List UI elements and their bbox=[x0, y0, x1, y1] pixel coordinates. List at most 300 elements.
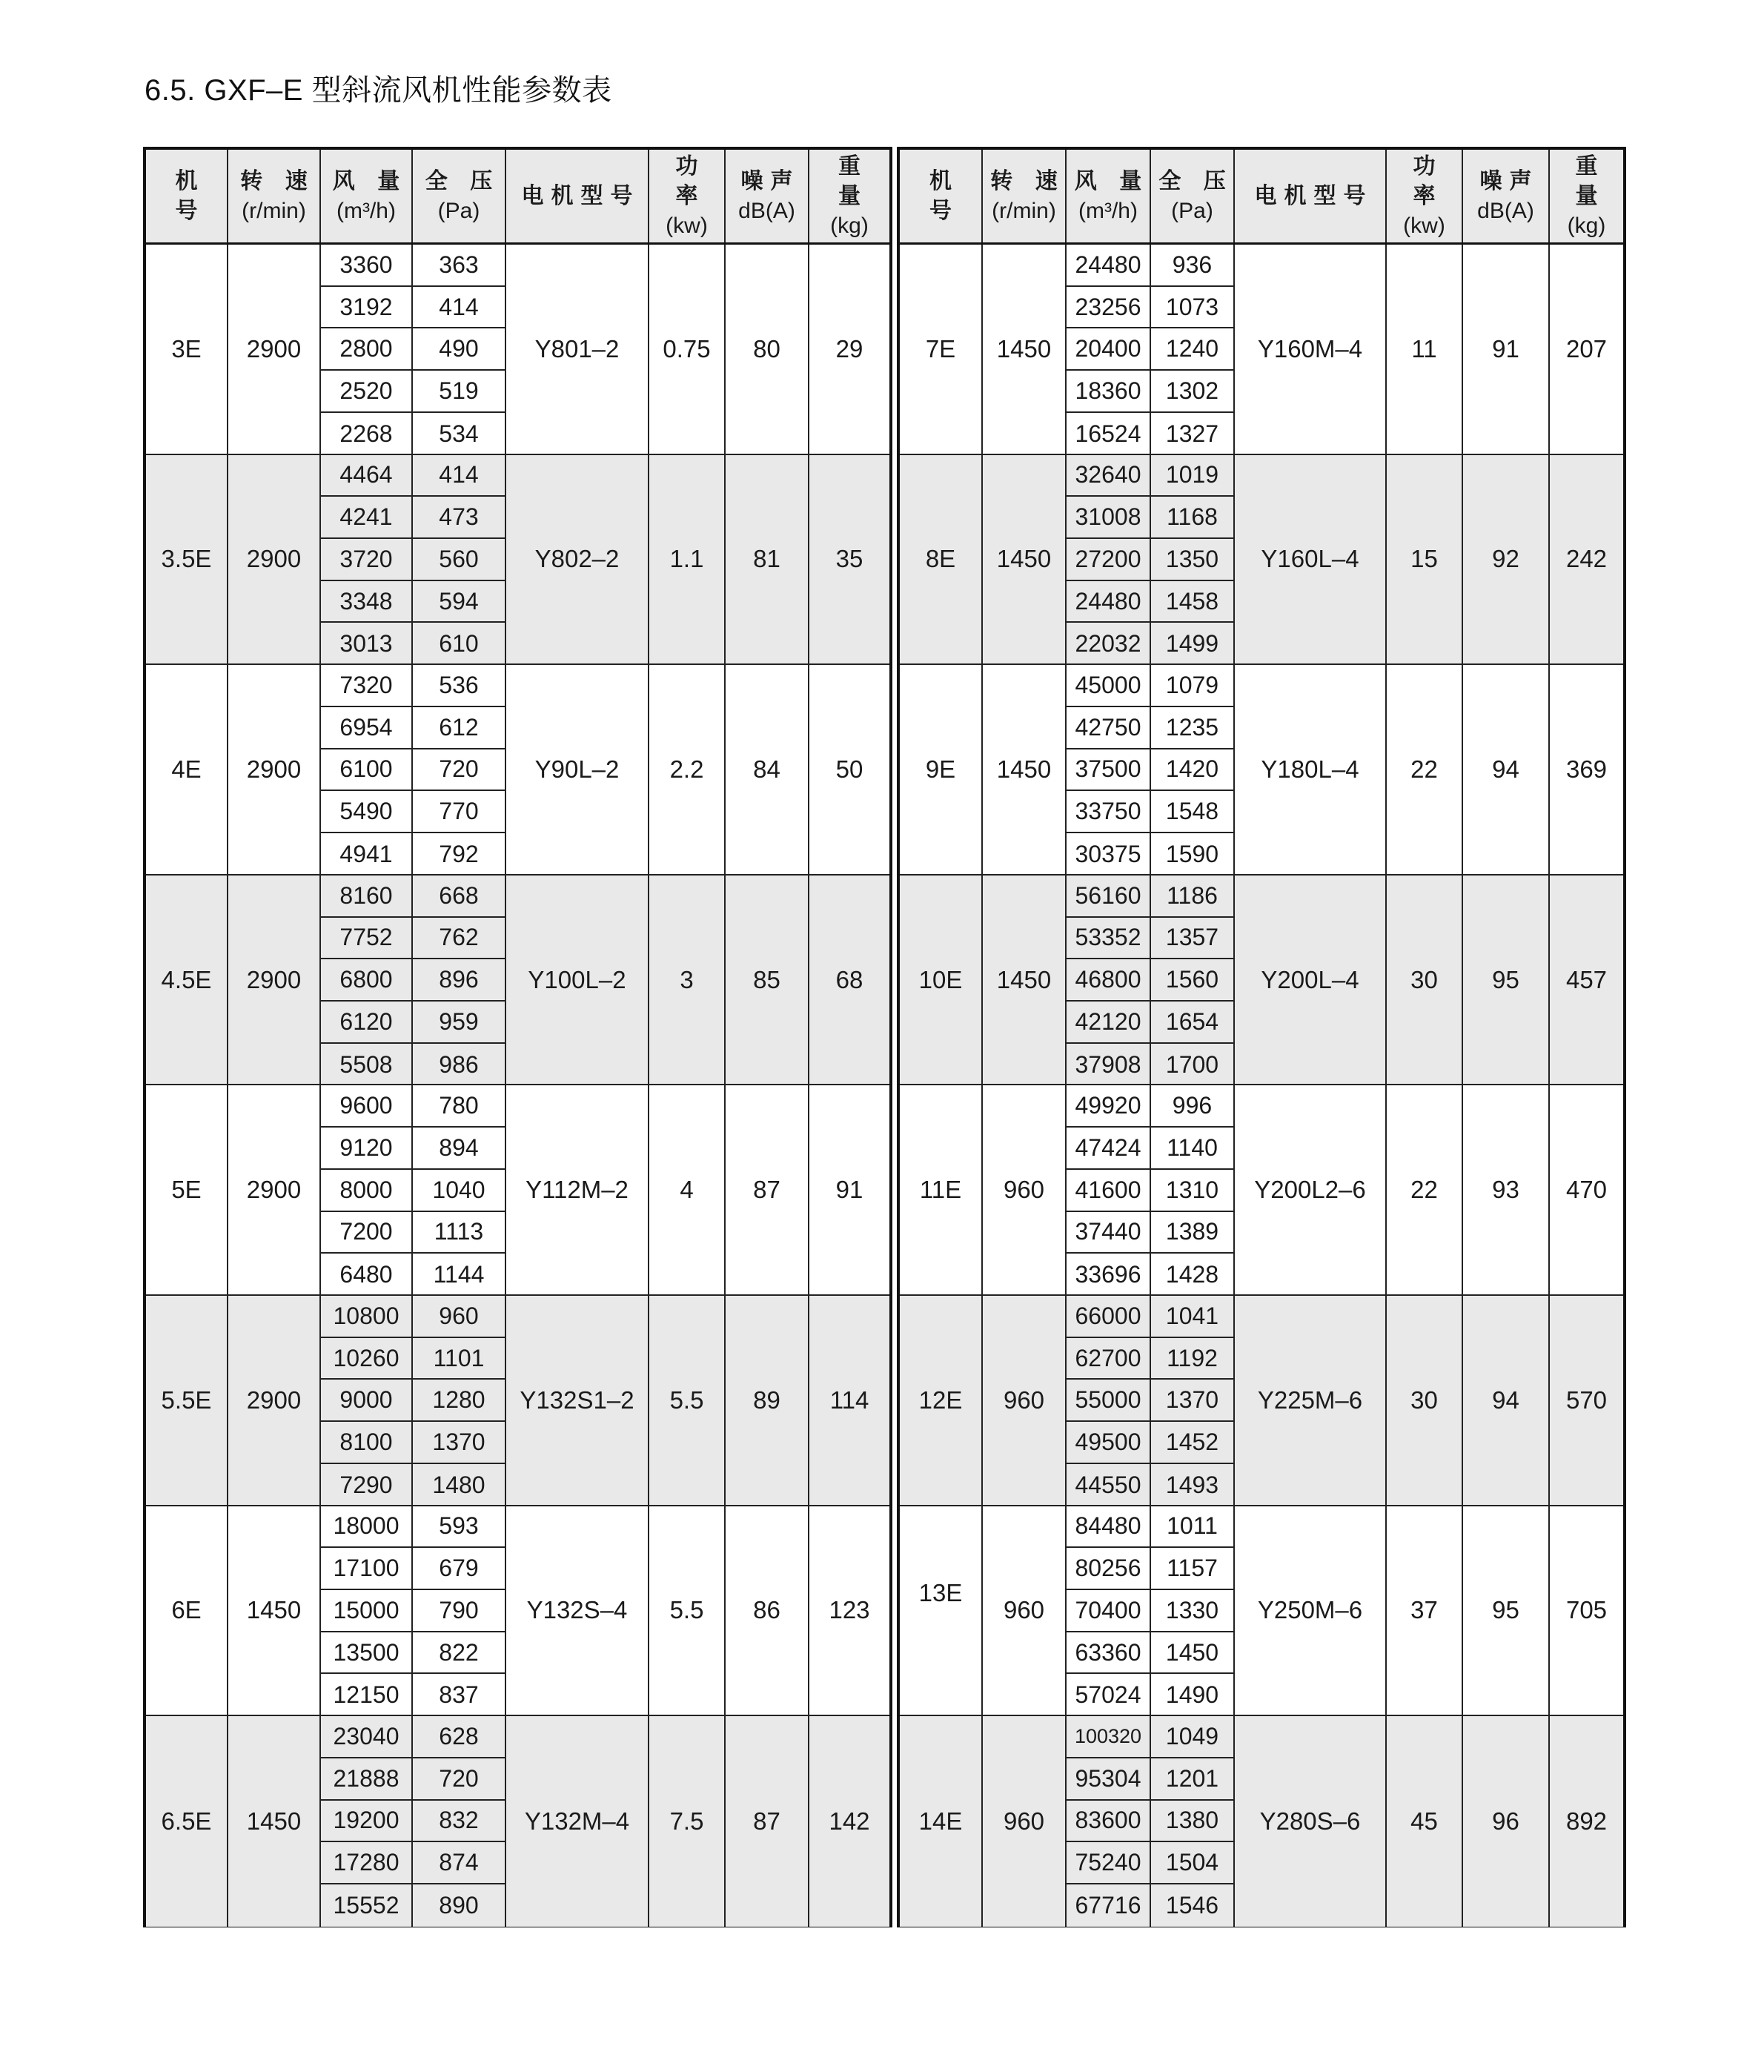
cell-motor-model bbox=[506, 1085, 649, 1294]
fan-number-value: 5.5E bbox=[161, 1386, 212, 1414]
air-flow-value: 19200 bbox=[321, 1801, 411, 1843]
total-pressure-value: 1302 bbox=[1151, 371, 1233, 413]
total-pressure-value: 1327 bbox=[1165, 420, 1219, 447]
fan-row-group bbox=[900, 1716, 1623, 1927]
air-flow-value: 33696 bbox=[1075, 1261, 1141, 1288]
cell-weight bbox=[809, 876, 889, 1085]
total-pressure-value: 822 bbox=[413, 1632, 505, 1675]
cell-motor-model bbox=[506, 1716, 649, 1927]
total-pressure-value: 1280 bbox=[413, 1380, 505, 1422]
air-flow-value: 83600 bbox=[1067, 1801, 1150, 1843]
speed-value: 1450 bbox=[246, 1596, 302, 1624]
air-flow-value: 7320 bbox=[321, 665, 411, 707]
noise-value: 87 bbox=[753, 1807, 780, 1835]
header-power bbox=[649, 150, 726, 242]
speed-value: 2900 bbox=[246, 965, 302, 993]
cell-noise bbox=[1463, 455, 1550, 664]
air-flow-value: 9120 bbox=[321, 1128, 411, 1170]
total-pressure-value: 790 bbox=[413, 1590, 505, 1632]
power-value: 3 bbox=[680, 965, 694, 993]
total-pressure-value: 1011 bbox=[1151, 1506, 1233, 1549]
cell-total-pressure bbox=[413, 665, 506, 874]
motor-model-value: Y225M–6 bbox=[1257, 1386, 1363, 1414]
power-value: 30 bbox=[1410, 965, 1438, 993]
weight-value: 470 bbox=[1565, 1176, 1608, 1204]
power-value: 22 bbox=[1410, 1176, 1438, 1204]
cell-total-pressure bbox=[413, 455, 506, 664]
cell-speed bbox=[228, 1506, 321, 1715]
cell-motor-model bbox=[1235, 665, 1387, 874]
header-noise bbox=[726, 150, 809, 242]
cell-motor-model bbox=[506, 1296, 649, 1505]
speed-value: 960 bbox=[1003, 1807, 1045, 1835]
fan-row-group bbox=[146, 1085, 889, 1296]
cell-noise bbox=[726, 1085, 809, 1294]
fan-number-value: 13E bbox=[918, 1578, 963, 1606]
power-value: 45 bbox=[1410, 1807, 1438, 1835]
cell-fan-number bbox=[900, 1506, 983, 1715]
total-pressure-value: 1186 bbox=[1151, 876, 1233, 918]
cell-speed bbox=[228, 876, 321, 1085]
motor-model-value: Y802–2 bbox=[534, 545, 620, 573]
cell-noise bbox=[1463, 665, 1550, 874]
cell-power bbox=[649, 455, 726, 664]
total-pressure-value: 894 bbox=[413, 1128, 505, 1170]
cell-total-pressure bbox=[1151, 1085, 1235, 1294]
fan-number-value: 8E bbox=[925, 545, 956, 573]
cell-air-flow bbox=[1067, 1296, 1151, 1505]
total-pressure-value: 1380 bbox=[1151, 1801, 1233, 1843]
cell-power bbox=[649, 876, 726, 1085]
noise-value: 89 bbox=[753, 1386, 780, 1414]
total-pressure-value: 1357 bbox=[1151, 918, 1233, 960]
cell-air-flow bbox=[321, 665, 413, 874]
weight-value: 29 bbox=[835, 334, 863, 363]
speed-value: 2900 bbox=[246, 1176, 302, 1204]
speed-value: 1450 bbox=[246, 1807, 302, 1835]
total-pressure-value: 890 bbox=[439, 1891, 479, 1919]
air-flow-value: 33750 bbox=[1067, 791, 1150, 833]
cell-fan-number bbox=[146, 455, 228, 664]
cell-air-flow bbox=[1067, 876, 1151, 1085]
air-flow-value: 9600 bbox=[321, 1085, 411, 1128]
motor-model-value: Y200L–4 bbox=[1261, 965, 1359, 993]
cell-noise bbox=[1463, 1716, 1550, 1927]
header-unit: (m³/h) bbox=[1078, 198, 1138, 223]
total-pressure-value: 762 bbox=[413, 918, 505, 960]
air-flow-value: 4464 bbox=[321, 455, 411, 497]
total-pressure-value: 874 bbox=[413, 1842, 505, 1884]
cell-air-flow bbox=[1067, 245, 1151, 454]
cell-noise bbox=[1463, 1296, 1550, 1505]
air-flow-value: 6480 bbox=[339, 1261, 393, 1288]
fan-row-group bbox=[146, 245, 889, 455]
cell-weight bbox=[1550, 1506, 1623, 1715]
total-pressure-value: 837 bbox=[439, 1681, 479, 1709]
total-pressure-value: 996 bbox=[1151, 1085, 1233, 1128]
total-pressure-value: 1450 bbox=[1151, 1632, 1233, 1675]
total-pressure-value: 936 bbox=[1151, 245, 1233, 287]
total-pressure-value: 1140 bbox=[1151, 1128, 1233, 1170]
air-flow-value: 6100 bbox=[321, 749, 411, 792]
cell-fan-number bbox=[900, 665, 983, 874]
cell-motor-model bbox=[1235, 455, 1387, 664]
total-pressure-value: 1192 bbox=[1151, 1338, 1233, 1380]
cell-power bbox=[1387, 245, 1463, 454]
header-speed bbox=[983, 150, 1067, 242]
total-pressure-value: 560 bbox=[413, 539, 505, 581]
total-pressure-value: 594 bbox=[413, 581, 505, 623]
cell-weight bbox=[809, 1506, 889, 1715]
cell-air-flow bbox=[1067, 665, 1151, 874]
cell-motor-model bbox=[1235, 1296, 1387, 1505]
air-flow-value: 55000 bbox=[1067, 1380, 1150, 1422]
cell-power bbox=[649, 245, 726, 454]
fan-number-value: 4E bbox=[171, 755, 202, 783]
cell-power bbox=[649, 665, 726, 874]
total-pressure-value: 1330 bbox=[1151, 1590, 1233, 1632]
cell-total-pressure bbox=[1151, 1506, 1235, 1715]
cell-weight bbox=[809, 1085, 889, 1294]
total-pressure-value: 1310 bbox=[1151, 1170, 1233, 1212]
header-unit: (kw) bbox=[666, 213, 708, 238]
power-value: 5.5 bbox=[669, 1596, 704, 1624]
fan-row-group bbox=[900, 245, 1623, 455]
fan-number-value: 10E bbox=[918, 965, 963, 993]
weight-value: 91 bbox=[835, 1176, 863, 1204]
header-label: 重 量 bbox=[838, 153, 868, 209]
total-pressure-value: 832 bbox=[413, 1801, 505, 1843]
total-pressure-value: 1144 bbox=[433, 1261, 485, 1288]
header-label: 全 压 bbox=[1158, 168, 1233, 194]
air-flow-value: 24480 bbox=[1067, 245, 1150, 287]
total-pressure-value: 1019 bbox=[1151, 455, 1233, 497]
total-pressure-value: 1201 bbox=[1151, 1758, 1233, 1801]
fan-row-group bbox=[900, 876, 1623, 1086]
air-flow-value: 3348 bbox=[321, 581, 411, 623]
cell-weight bbox=[1550, 876, 1623, 1085]
cell-total-pressure bbox=[1151, 876, 1235, 1085]
total-pressure-value: 770 bbox=[413, 791, 505, 833]
motor-model-value: Y132S–4 bbox=[526, 1596, 628, 1624]
air-flow-value: 2268 bbox=[339, 420, 393, 447]
air-flow-value: 18000 bbox=[321, 1506, 411, 1549]
cell-total-pressure bbox=[1151, 455, 1235, 664]
air-flow-value: 95304 bbox=[1067, 1758, 1150, 1801]
air-flow-value: 3013 bbox=[339, 630, 393, 658]
cell-weight bbox=[809, 665, 889, 874]
total-pressure-value: 1452 bbox=[1151, 1422, 1233, 1464]
air-flow-value: 7290 bbox=[339, 1471, 393, 1498]
total-pressure-value: 1370 bbox=[413, 1422, 505, 1464]
weight-value: 68 bbox=[835, 965, 863, 993]
power-value: 11 bbox=[1411, 334, 1437, 363]
air-flow-value: 21888 bbox=[321, 1758, 411, 1801]
cell-speed bbox=[983, 1085, 1067, 1294]
fan-row-group bbox=[900, 1085, 1623, 1296]
cell-motor-model bbox=[1235, 1716, 1387, 1927]
speed-value: 2900 bbox=[246, 755, 302, 783]
cell-air-flow bbox=[321, 1085, 413, 1294]
fan-number-value: 3E bbox=[171, 334, 202, 363]
cell-fan-number bbox=[900, 1716, 983, 1927]
cell-weight bbox=[1550, 245, 1623, 454]
air-flow-value: 37908 bbox=[1075, 1050, 1141, 1078]
cell-noise bbox=[1463, 245, 1550, 454]
header-unit: dB(A) bbox=[1477, 198, 1534, 223]
weight-value: 369 bbox=[1565, 755, 1608, 783]
air-flow-value: 17280 bbox=[321, 1842, 411, 1884]
cell-power bbox=[1387, 1506, 1463, 1715]
header-unit: (r/min) bbox=[242, 198, 306, 223]
header-label: 转 速 bbox=[990, 168, 1065, 194]
header-air-flow bbox=[1067, 150, 1151, 242]
cell-speed bbox=[983, 455, 1067, 664]
total-pressure-value: 490 bbox=[413, 328, 505, 371]
total-pressure-value: 1350 bbox=[1151, 539, 1233, 581]
air-flow-value: 9000 bbox=[321, 1380, 411, 1422]
air-flow-value: 31008 bbox=[1067, 497, 1150, 539]
header-unit: (m³/h) bbox=[336, 198, 396, 223]
noise-value: 94 bbox=[1492, 1386, 1519, 1414]
performance-table-left bbox=[143, 147, 892, 1927]
total-pressure-value: 679 bbox=[413, 1548, 505, 1590]
header-air-flow bbox=[321, 150, 413, 242]
air-flow-value: 45000 bbox=[1067, 665, 1150, 707]
cell-power bbox=[1387, 1085, 1463, 1294]
weight-value: 142 bbox=[829, 1807, 870, 1835]
cell-air-flow bbox=[1067, 1506, 1151, 1715]
cell-speed bbox=[228, 245, 321, 454]
air-flow-value: 4241 bbox=[321, 497, 411, 539]
header-label: 电机型号 bbox=[521, 182, 640, 209]
cell-fan-number bbox=[900, 455, 983, 664]
page-title: 6.5. GXF–E 型斜流风机性能参数表 bbox=[145, 74, 612, 107]
header-unit: (kg) bbox=[830, 213, 869, 238]
air-flow-value: 66000 bbox=[1067, 1296, 1150, 1338]
cell-power bbox=[1387, 1296, 1463, 1505]
total-pressure-value: 896 bbox=[413, 959, 505, 1002]
cell-total-pressure bbox=[413, 1296, 506, 1505]
speed-value: 960 bbox=[1003, 1386, 1045, 1414]
air-flow-value: 13500 bbox=[321, 1632, 411, 1675]
total-pressure-value: 720 bbox=[413, 749, 505, 792]
air-flow-value: 75240 bbox=[1067, 1842, 1150, 1884]
cell-fan-number bbox=[900, 245, 983, 454]
total-pressure-value: 1548 bbox=[1151, 791, 1233, 833]
air-flow-value: 3720 bbox=[321, 539, 411, 581]
total-pressure-value: 668 bbox=[413, 876, 505, 918]
speed-value: 1450 bbox=[996, 755, 1052, 783]
table-header bbox=[900, 150, 1623, 245]
cell-noise bbox=[1463, 1506, 1550, 1715]
power-value: 4 bbox=[680, 1176, 694, 1204]
total-pressure-value: 1101 bbox=[413, 1338, 505, 1380]
cell-fan-number bbox=[146, 245, 228, 454]
air-flow-value: 24480 bbox=[1067, 581, 1150, 623]
cell-speed bbox=[228, 455, 321, 664]
header-unit: (Pa) bbox=[1171, 198, 1213, 223]
air-flow-value: 30375 bbox=[1075, 840, 1141, 867]
cell-speed bbox=[983, 245, 1067, 454]
cell-noise bbox=[726, 245, 809, 454]
cell-motor-model bbox=[1235, 245, 1387, 454]
header-label: 机 号 bbox=[929, 168, 959, 224]
fan-number-value: 12E bbox=[918, 1386, 963, 1414]
cell-fan-number bbox=[900, 1085, 983, 1294]
total-pressure-value: 1654 bbox=[1151, 1002, 1233, 1044]
air-flow-value: 6954 bbox=[321, 707, 411, 749]
cell-total-pressure bbox=[1151, 245, 1235, 454]
cell-motor-model bbox=[506, 455, 649, 664]
total-pressure-value: 1113 bbox=[413, 1212, 505, 1254]
total-pressure-value: 1546 bbox=[1165, 1891, 1219, 1919]
cell-motor-model bbox=[506, 876, 649, 1085]
total-pressure-value: 414 bbox=[413, 455, 505, 497]
header-weight bbox=[809, 150, 889, 242]
header-total-pressure bbox=[413, 150, 506, 242]
cell-speed bbox=[983, 665, 1067, 874]
cell-speed bbox=[983, 876, 1067, 1085]
air-flow-value: 37500 bbox=[1067, 749, 1150, 792]
motor-model-value: Y160L–4 bbox=[1261, 545, 1359, 573]
cell-weight bbox=[1550, 1716, 1623, 1927]
air-flow-value: 5490 bbox=[321, 791, 411, 833]
header-label: 风 量 bbox=[1074, 168, 1150, 194]
header-unit: (Pa) bbox=[437, 198, 480, 223]
motor-model-value: Y100L–2 bbox=[528, 965, 626, 993]
total-pressure-value: 1370 bbox=[1151, 1380, 1233, 1422]
cell-weight bbox=[809, 455, 889, 664]
fan-row-group bbox=[146, 876, 889, 1086]
header-label: 机 号 bbox=[175, 168, 205, 224]
weight-value: 705 bbox=[1565, 1596, 1608, 1624]
total-pressure-value: 1420 bbox=[1151, 749, 1233, 792]
air-flow-value: 22032 bbox=[1075, 630, 1141, 658]
fan-number-value: 9E bbox=[925, 755, 956, 783]
air-flow-value: 49500 bbox=[1067, 1422, 1150, 1464]
cell-total-pressure bbox=[1151, 665, 1235, 874]
header-label: 功 率 bbox=[675, 153, 706, 209]
motor-model-value: Y200L2–6 bbox=[1254, 1176, 1366, 1204]
air-flow-value: 6800 bbox=[321, 959, 411, 1002]
cell-air-flow bbox=[321, 1716, 413, 1927]
header-fan-number bbox=[900, 150, 983, 242]
fan-row-group bbox=[146, 455, 889, 666]
power-value: 30 bbox=[1410, 1386, 1438, 1414]
fan-row-group bbox=[900, 455, 1623, 666]
air-flow-value: 70400 bbox=[1067, 1590, 1150, 1632]
air-flow-value: 56160 bbox=[1067, 876, 1150, 918]
weight-value: 570 bbox=[1565, 1386, 1608, 1414]
fan-row-group bbox=[900, 1506, 1623, 1717]
cell-total-pressure bbox=[413, 245, 506, 454]
cell-weight bbox=[1550, 665, 1623, 874]
total-pressure-value: 1590 bbox=[1165, 840, 1219, 867]
cell-fan-number bbox=[146, 1296, 228, 1505]
fan-row-group bbox=[146, 1296, 889, 1506]
motor-model-value: Y90L–2 bbox=[534, 755, 620, 783]
fan-number-value: 5E bbox=[171, 1176, 202, 1204]
header-fan-number bbox=[146, 150, 228, 242]
header-label: 风 量 bbox=[332, 168, 408, 194]
power-value: 15 bbox=[1410, 545, 1438, 573]
cell-power bbox=[1387, 665, 1463, 874]
cell-speed bbox=[228, 1296, 321, 1505]
total-pressure-value: 612 bbox=[413, 707, 505, 749]
cell-motor-model bbox=[1235, 1506, 1387, 1715]
cell-power bbox=[1387, 455, 1463, 664]
air-flow-value: 42120 bbox=[1067, 1002, 1150, 1044]
speed-value: 960 bbox=[1003, 1176, 1045, 1204]
noise-value: 92 bbox=[1492, 545, 1519, 573]
cell-fan-number bbox=[146, 665, 228, 874]
cell-fan-number bbox=[146, 1085, 228, 1294]
header-label: 重 量 bbox=[1575, 153, 1605, 209]
cell-power bbox=[649, 1506, 726, 1715]
total-pressure-value: 536 bbox=[413, 665, 505, 707]
weight-value: 242 bbox=[1565, 545, 1608, 573]
air-flow-value: 41600 bbox=[1067, 1170, 1150, 1212]
total-pressure-value: 593 bbox=[413, 1506, 505, 1549]
total-pressure-value: 1079 bbox=[1151, 665, 1233, 707]
air-flow-value: 47424 bbox=[1067, 1128, 1150, 1170]
total-pressure-value: 720 bbox=[413, 1758, 505, 1801]
air-flow-value: 2800 bbox=[321, 328, 411, 371]
power-value: 37 bbox=[1410, 1596, 1438, 1624]
total-pressure-value: 414 bbox=[413, 287, 505, 329]
noise-value: 95 bbox=[1492, 965, 1519, 993]
weight-value: 123 bbox=[829, 1596, 870, 1624]
total-pressure-value: 1493 bbox=[1165, 1471, 1219, 1498]
air-flow-value: 15000 bbox=[321, 1590, 411, 1632]
fan-row-group bbox=[146, 665, 889, 876]
power-value: 7.5 bbox=[669, 1807, 704, 1835]
cell-motor-model bbox=[506, 665, 649, 874]
total-pressure-value: 363 bbox=[413, 245, 505, 287]
power-value: 0.75 bbox=[663, 334, 711, 363]
air-flow-value: 49920 bbox=[1067, 1085, 1150, 1128]
total-pressure-value: 1504 bbox=[1151, 1842, 1233, 1884]
cell-fan-number bbox=[146, 1506, 228, 1715]
air-flow-value: 12150 bbox=[333, 1681, 399, 1709]
total-pressure-value: 1041 bbox=[1151, 1296, 1233, 1338]
cell-air-flow bbox=[1067, 1085, 1151, 1294]
cell-motor-model bbox=[1235, 1085, 1387, 1294]
speed-value: 2900 bbox=[246, 545, 302, 573]
cell-air-flow bbox=[1067, 1716, 1151, 1927]
header-label: 噪声 bbox=[740, 168, 800, 194]
air-flow-value: 3192 bbox=[321, 287, 411, 329]
air-flow-value: 100320 bbox=[1067, 1716, 1150, 1758]
fan-number-value: 7E bbox=[925, 334, 956, 363]
cell-motor-model bbox=[506, 245, 649, 454]
cell-noise bbox=[726, 665, 809, 874]
motor-model-value: Y160M–4 bbox=[1257, 334, 1363, 363]
header-motor-model bbox=[506, 150, 649, 242]
power-value: 2.2 bbox=[669, 755, 704, 783]
header-label: 全 压 bbox=[425, 168, 500, 194]
total-pressure-value: 792 bbox=[439, 840, 479, 867]
cell-motor-model bbox=[1235, 876, 1387, 1085]
cell-air-flow bbox=[321, 1296, 413, 1505]
air-flow-value: 67716 bbox=[1075, 1891, 1141, 1919]
total-pressure-value: 1235 bbox=[1151, 707, 1233, 749]
cell-weight bbox=[1550, 1296, 1623, 1505]
cell-total-pressure bbox=[413, 1716, 506, 1927]
motor-model-value: Y112M–2 bbox=[525, 1176, 629, 1204]
performance-table-right bbox=[897, 147, 1626, 1927]
